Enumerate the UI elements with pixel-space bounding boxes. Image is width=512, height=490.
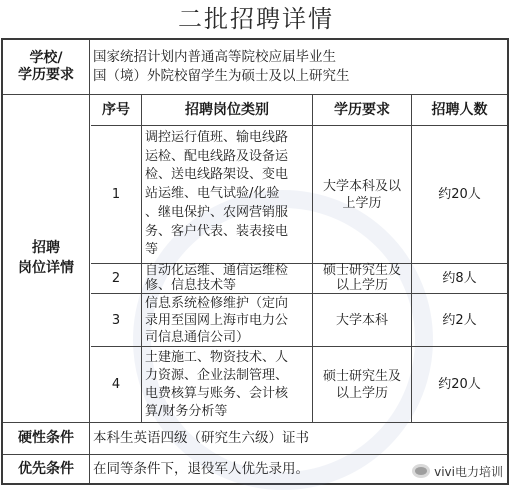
education-requirement	[93, 48, 505, 92]
table-row-3-category	[145, 295, 311, 346]
table-row-4-count: 约20人	[438, 377, 481, 392]
table-row-1-count: 约20人	[438, 187, 481, 202]
category-line: 录用至国网上海市电力公	[145, 313, 289, 328]
table-row-2-count: 约8人	[442, 271, 477, 286]
category-line: 运检、配电线路及设备运	[145, 148, 289, 164]
column-header-category: 招聘岗位类别	[185, 101, 269, 118]
positions-label	[3, 94, 89, 422]
table-row-1-no: 1	[111, 187, 121, 202]
category-line: 算/财务分析等	[145, 404, 228, 419]
education-requirement-line2: 国（境）外院校留学生为硕士及以上研究生	[93, 68, 350, 84]
category-line: 检、送电线路架设、变电	[145, 167, 289, 183]
page-title: 二批招聘详情	[178, 5, 334, 33]
table-row-1-education	[313, 126, 411, 263]
account-name: vivi电力培训	[434, 464, 503, 479]
column-header-education: 学历要求	[334, 101, 390, 118]
category-line: 站运维、电气试验/化验	[145, 186, 280, 202]
category-line: 信息系统检修维护（定向	[145, 296, 289, 311]
table-row-4-category	[145, 349, 311, 422]
category-line: 、继电保护、农网营销服	[145, 204, 289, 220]
category-line: 司信息通信公司）	[145, 330, 250, 345]
column-header-count: 招聘人数	[431, 101, 488, 118]
hard-conditions-content: 本科生英语四级（研究生六级）证书	[93, 430, 309, 446]
recruitment-table	[1, 38, 509, 485]
education-line: 硕士研究生及	[322, 368, 401, 384]
table-row-4-no: 4	[111, 377, 121, 392]
table-row-3-count: 约2人	[442, 312, 477, 328]
category-line: 力资源、企业法制管理、	[145, 368, 289, 383]
wechat-icon	[412, 464, 430, 478]
priority-conditions-label: 优先条件	[18, 460, 74, 477]
account-badge	[409, 461, 506, 481]
table-row-3-no: 3	[111, 312, 121, 328]
table-row-4-education	[313, 347, 411, 422]
education-label-line1: 学校/	[29, 50, 63, 66]
education-label-line2: 学历要求	[18, 67, 74, 83]
table-row-2-education	[313, 264, 411, 293]
category-line: 调控运行值班、输电线路	[145, 130, 289, 145]
education-line: 上学历	[342, 195, 382, 211]
education-line: 以上学历	[335, 385, 388, 401]
education-line: 硕士研究生及	[322, 263, 401, 278]
table-row-2-no: 2	[111, 271, 121, 286]
category-line: 务、客户代表、装表接电	[145, 223, 289, 239]
category-line: 自动化运维、通信运维检	[145, 263, 289, 278]
education-line: 大学本科及以	[322, 178, 401, 194]
table-row-3-education	[313, 294, 411, 346]
category-line: 修、信息技术等	[145, 277, 237, 293]
education-line: 大学本科	[335, 312, 388, 328]
category-line: 电费核算与账务、会计核	[145, 386, 289, 401]
education-requirement-line1: 国家统招计划内普通高等院校应届毕业生	[93, 49, 336, 65]
education-line: 以上学历	[335, 277, 388, 293]
column-header-no: 序号	[102, 101, 130, 118]
priority-conditions-content: 在同等条件下，退役军人优先录用。	[93, 460, 309, 477]
positions-label-line1: 招聘	[32, 240, 60, 256]
table-row-1-category	[145, 129, 311, 263]
education-label	[3, 40, 89, 94]
category-line: 等	[145, 242, 159, 258]
table-row-2-category	[145, 264, 311, 293]
hard-conditions-label: 硬性条件	[18, 430, 74, 446]
positions-label-line2: 岗位详情	[18, 260, 74, 276]
category-line: 土建施工、物资技术、人	[145, 350, 289, 365]
